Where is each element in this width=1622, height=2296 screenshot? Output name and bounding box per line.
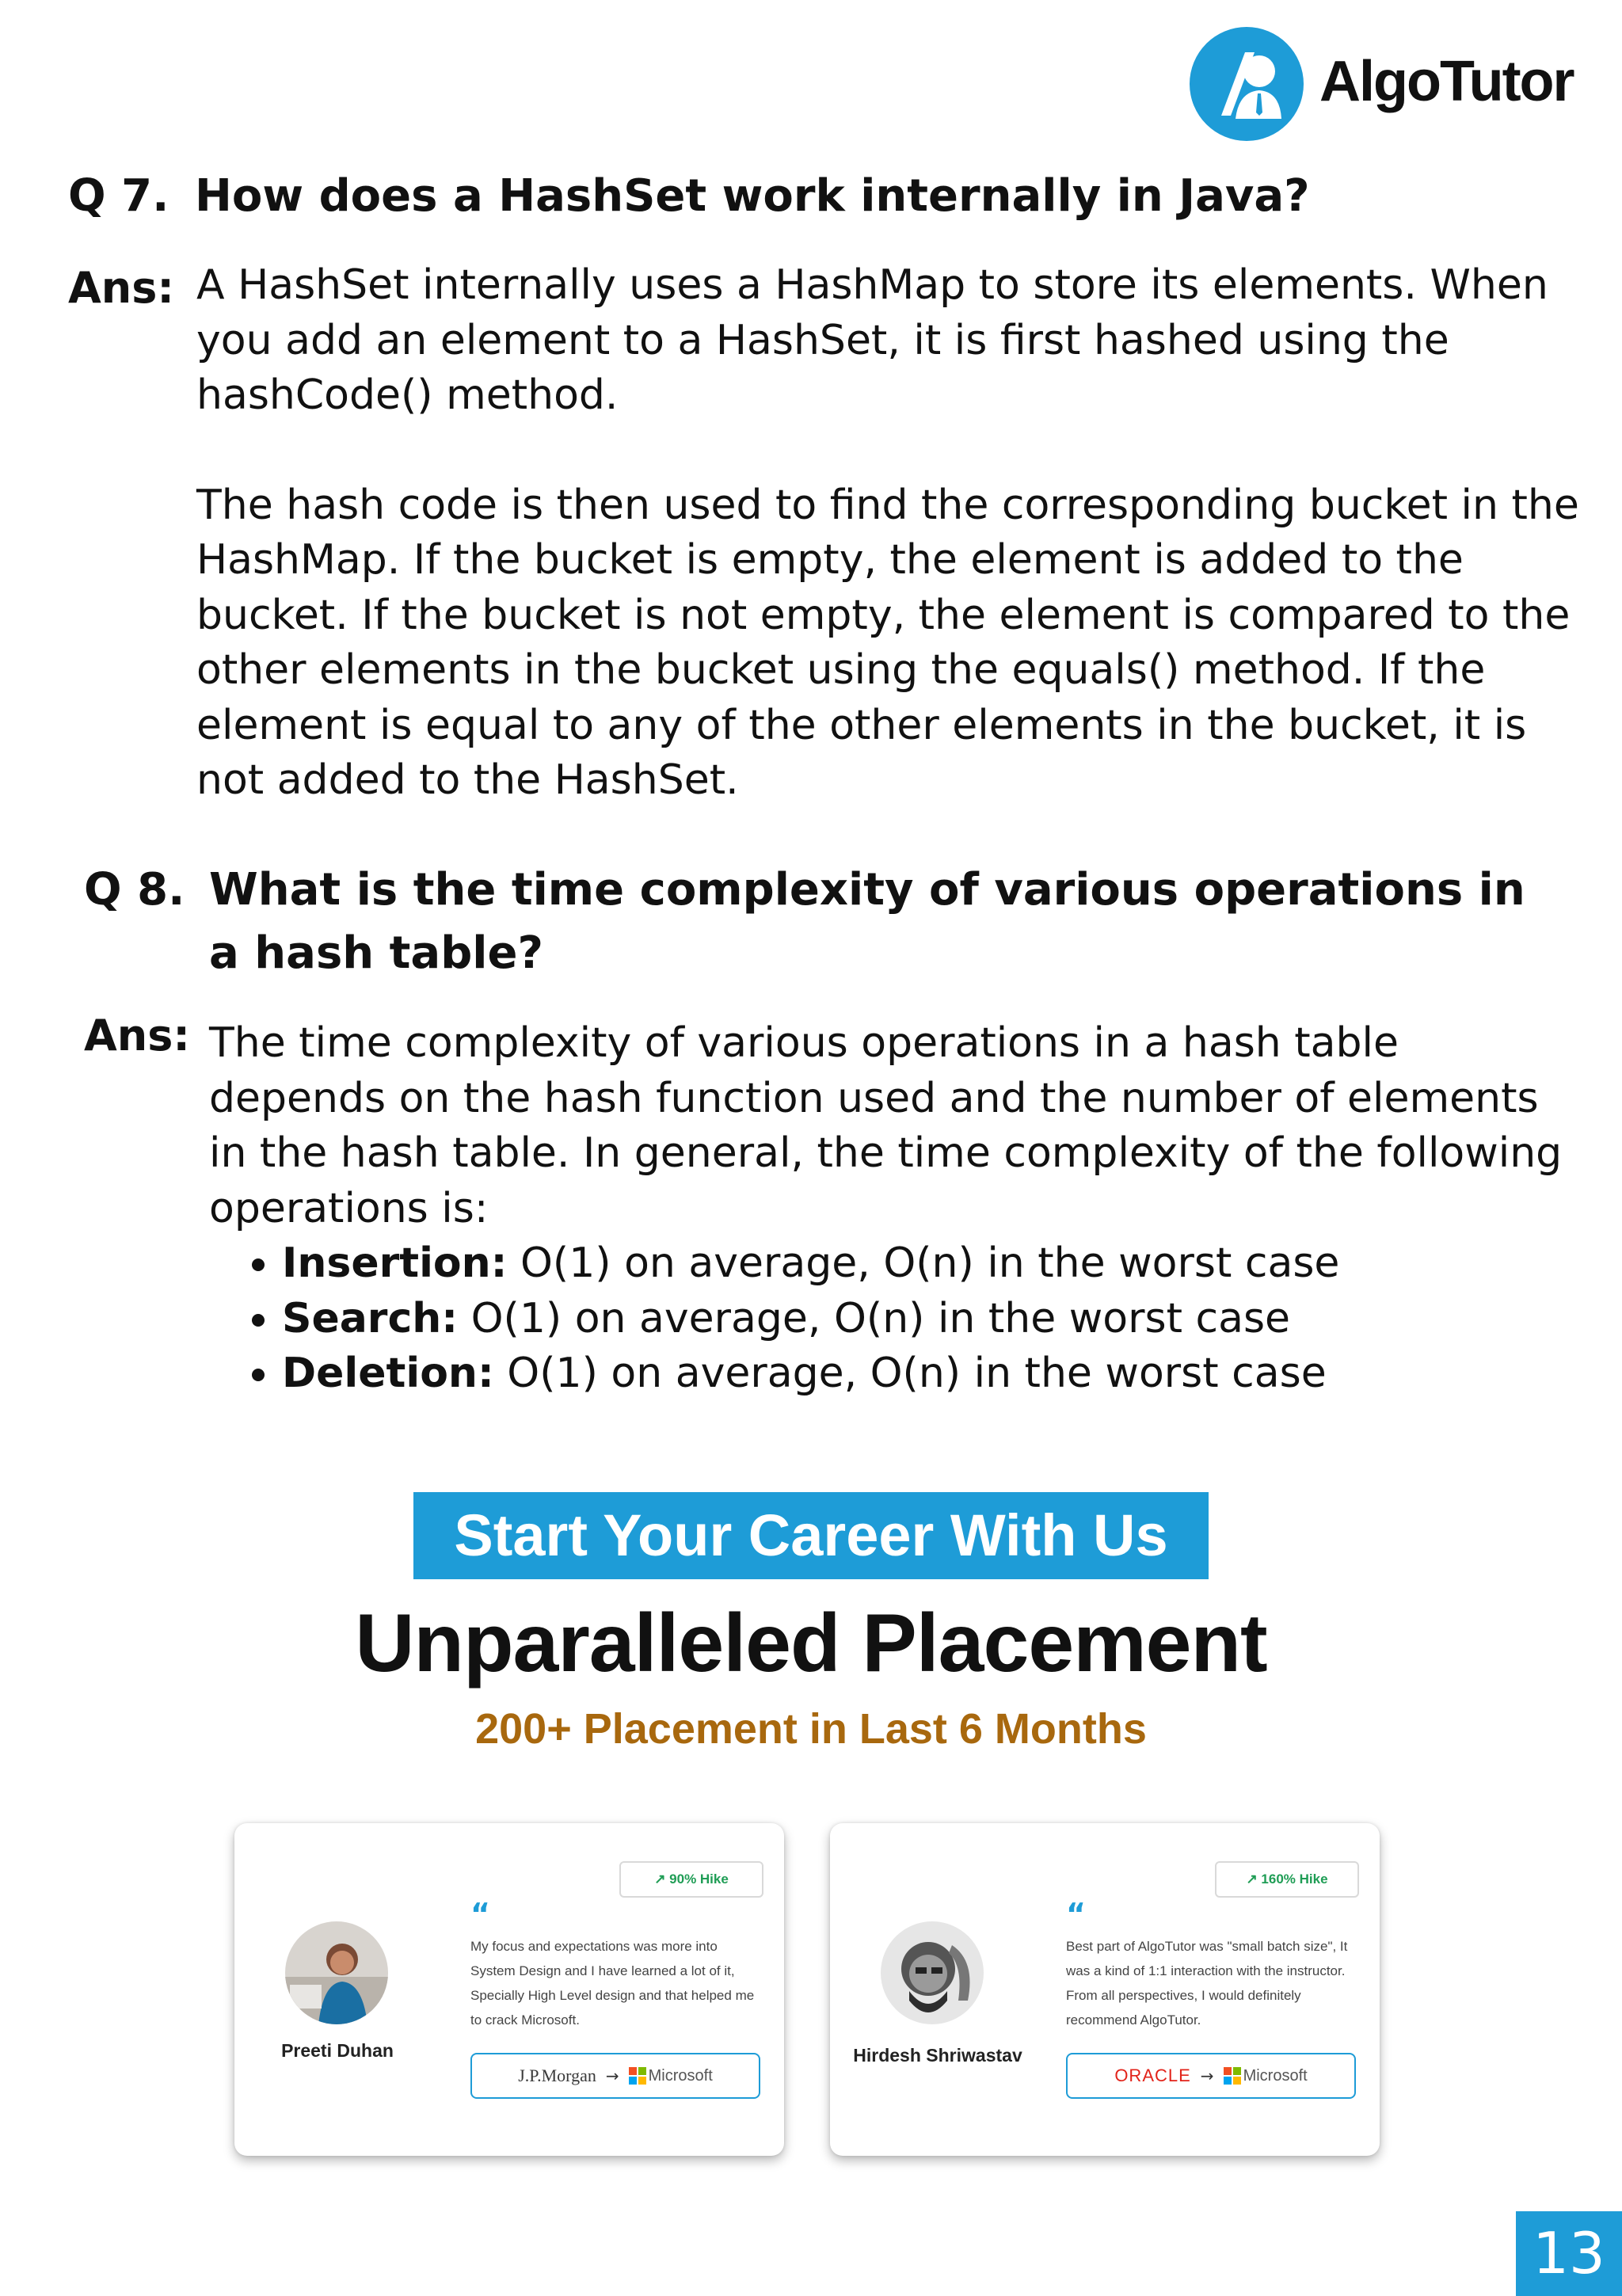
answer-body bbox=[209, 1016, 1587, 1402]
testimonial-card bbox=[234, 1823, 784, 2156]
placement-headline: Unparalleled Placement bbox=[355, 1597, 1267, 1689]
list-item: • Insertion: O(1) on average, O(n) in the worst case bbox=[282, 1236, 1587, 1292]
company-transition bbox=[470, 2053, 760, 2099]
quote-icon: “ bbox=[1066, 1897, 1086, 1932]
microsoft-icon bbox=[1224, 2067, 1241, 2085]
company-transition bbox=[1066, 2053, 1356, 2099]
list-item: • Search: O(1) on average, O(n) in the worst case bbox=[282, 1292, 1587, 1347]
avatar bbox=[285, 1921, 388, 2024]
answer-paragraph: A HashSet internally uses a HashMap to store its elements. When you add an element to a HashSet, it is first hashed using the hashCode() method. bbox=[196, 261, 1548, 419]
to-company-logo: Microsoft bbox=[1224, 2067, 1308, 2085]
student-name: Hirdesh Shriwastav bbox=[853, 2045, 1022, 2066]
quote-icon: “ bbox=[470, 1897, 490, 1932]
answer-paragraph: The hash code is then used to find the corresponding bucket in the HashMap. If the bucket is empty, the element is added to the bucket. If the bucket is not empty, the element is compared to the other elements in the bucket using the equals() method. If the element is equal to any of the other elements in the bucket, it is not added to the HashSet. bbox=[196, 481, 1579, 804]
arrow-right-icon: → bbox=[1200, 2066, 1214, 2085]
question-text: What is the time complexity of various operations in a hash table? bbox=[209, 864, 1525, 979]
answer-intro: The time complexity of various operations in a hash table depends on the hash function used and the number of elements in the hash table. In general, the time complexity of the following operations is: bbox=[209, 1019, 1563, 1232]
testimonial-quote: Best part of AlgoTutor was "small batch size", It was a kind of 1:1 interaction with the instructor. From all perspectives, I would definitely recommend AlgoTutor. bbox=[1066, 1939, 1348, 2028]
arrow-right-icon: → bbox=[605, 2066, 619, 2085]
complexity-list bbox=[209, 1236, 1587, 1402]
question-number: Q 8. bbox=[84, 864, 185, 916]
algotutor-logo-icon bbox=[1190, 27, 1304, 141]
placement-subheadline: 200+ Placement in Last 6 Months bbox=[475, 1705, 1147, 1753]
from-company-logo: J.P.Morgan bbox=[518, 2066, 596, 2085]
answer-body bbox=[196, 258, 1590, 809]
list-item: • Deletion: O(1) on average, O(n) in the worst case bbox=[282, 1346, 1587, 1402]
hike-badge: ↗ 90% Hike bbox=[619, 1861, 763, 1898]
brand-name: AlgoTutor bbox=[1319, 50, 1574, 113]
hike-badge: ↗ 160% Hike bbox=[1215, 1861, 1359, 1898]
microsoft-icon bbox=[629, 2067, 646, 2085]
career-banner[interactable]: Start Your Career With Us bbox=[413, 1492, 1209, 1579]
student-name: Preeti Duhan bbox=[281, 2040, 394, 2061]
answer-label: Ans: bbox=[68, 263, 174, 313]
question-number: Q 7. bbox=[68, 170, 169, 222]
to-company-logo: Microsoft bbox=[629, 2067, 713, 2085]
page-number: 13 bbox=[1516, 2211, 1622, 2296]
from-company-logo: ORACLE bbox=[1114, 2066, 1191, 2085]
answer-label: Ans: bbox=[84, 1011, 190, 1060]
question-text: How does a HashSet work internally in Java? bbox=[195, 170, 1310, 222]
testimonial-quote: My focus and expectations was more into System Design and I have learned a lot of it, Specially High Level design and that helped me to crack Microsoft. bbox=[470, 1939, 755, 2028]
avatar bbox=[881, 1921, 984, 2024]
testimonial-card bbox=[830, 1823, 1380, 2156]
